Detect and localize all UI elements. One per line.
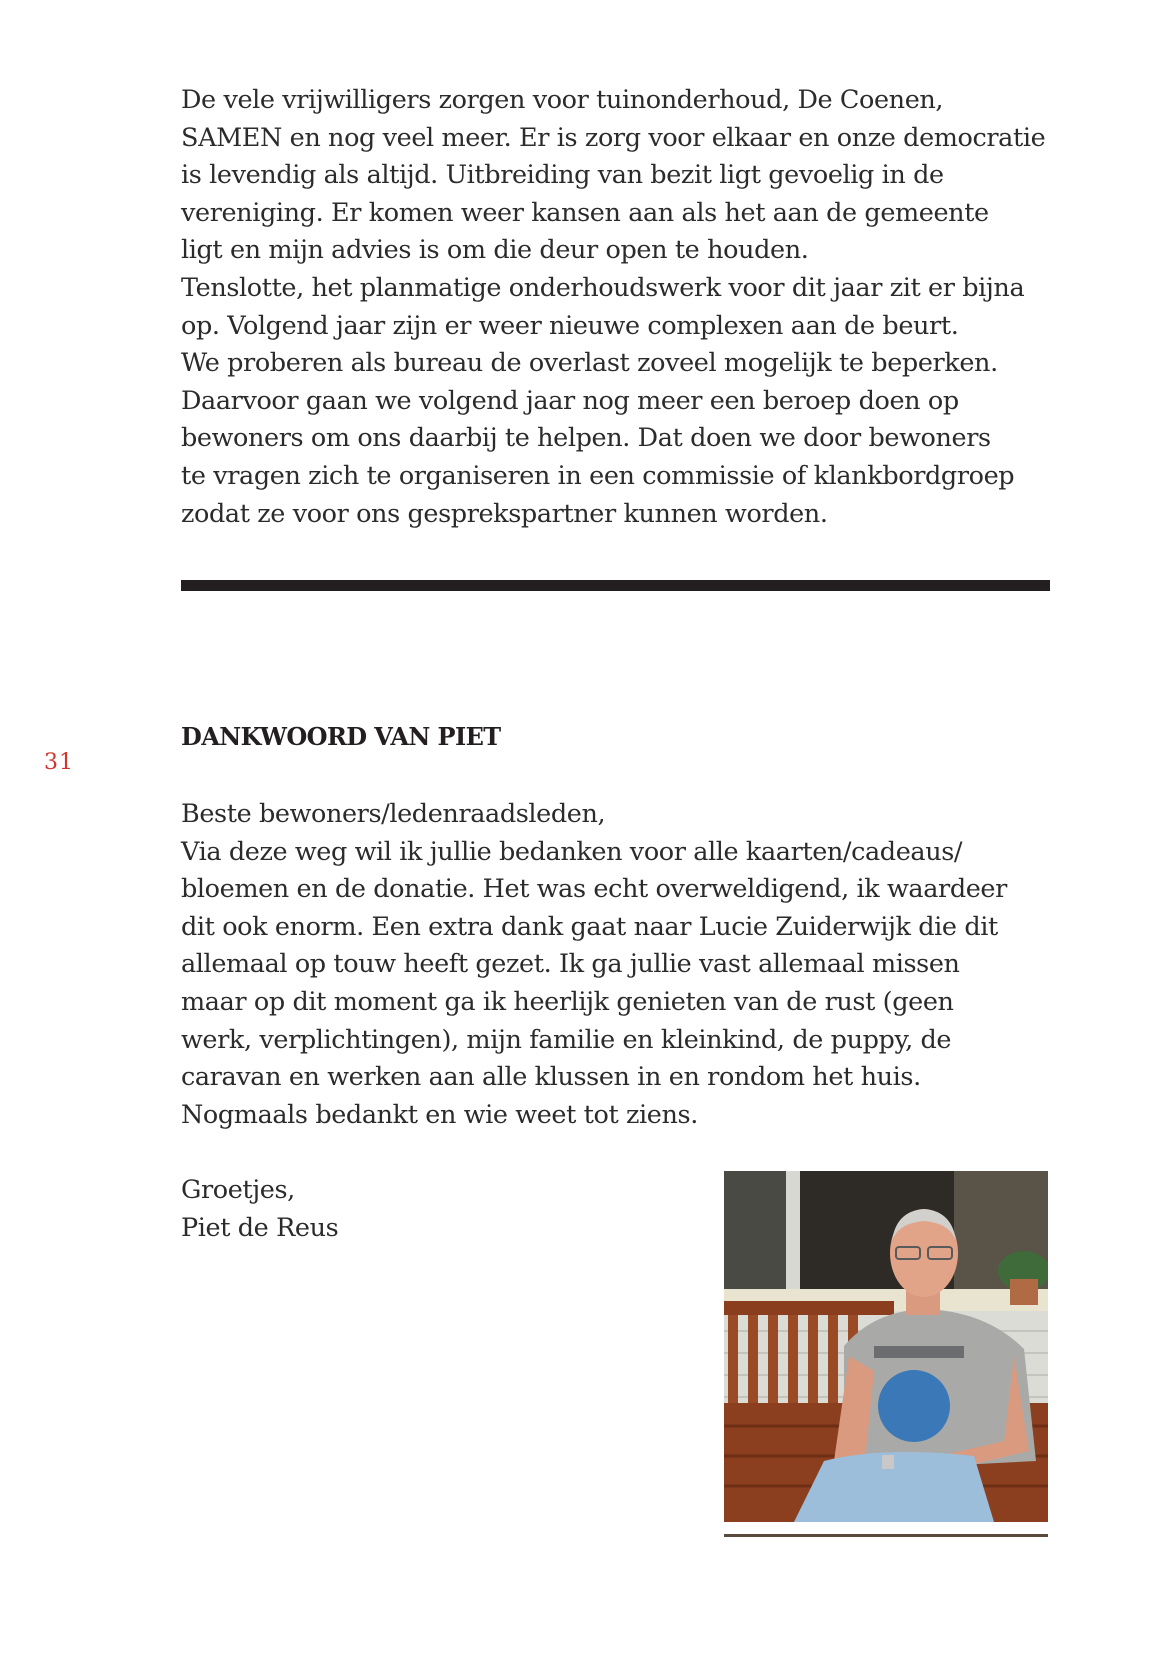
signoff-name: Piet de Reus [181,1212,339,1243]
text-line: Tenslotte, het planmatige onderhoudswerk voor dit jaar zit er bijna [181,272,1025,303]
text-line: is levendig als altijd. Uitbreiding van bezit ligt gevoelig in de [181,160,944,191]
text-line: SAMEN en nog veel meer. Er is zorg voor elkaar en onze democratie [181,122,1046,153]
text-line: dit ook enorm. Een extra dank gaat naar Lucie Zuiderwijk die dit [181,911,998,942]
text-line: bloemen en de donatie. Het was echt overweldigend, ik waardeer [181,874,1007,905]
article-heading: DANKWOORD VAN PIET [181,722,501,751]
signoff-greeting: Groetjes, [181,1175,295,1205]
page-number: 31 [44,750,74,775]
text-line: op. Volgend jaar zijn er weer nieuwe complexen aan de beurt. [181,310,959,341]
text-line: Beste bewoners/ledenraadsleden, [181,799,606,829]
text-line: Daarvoor gaan we volgend jaar nog meer een beroep doen op [181,385,959,416]
text-line: Via deze weg wil ik jullie bedanken voor alle kaarten/cadeaus/ [181,836,963,867]
section-divider [181,580,1050,591]
intro-paragraph [181,82,1061,533]
text-line: We proberen als bureau de overlast zoveel mogelijk te beperken. [181,348,998,379]
text-line: De vele vrijwilligers zorgen voor tuinonderhoud, De Coenen, [181,85,944,115]
text-line: werk, verplichtingen), mijn familie en kleinkind, de puppy, de [181,1024,952,1055]
text-line: bewoners om ons daarbij te helpen. Dat doen we door bewoners [181,423,991,454]
text-line: vereniging. Er komen weer kansen aan als het aan de gemeente [181,197,989,228]
text-line: maar op dit moment ga ik heerlijk genieten van de rust (geen [181,986,954,1017]
text-line: allemaal op touw heeft gezet. Ik ga jullie vast allemaal missen [181,949,960,980]
text-line: caravan en werken aan alle klussen in en rondom het huis. [181,1062,921,1093]
text-line: ligt en mijn advies is om die deur open te houden. [181,235,809,266]
text-line: zodat ze voor ons gesprekspartner kunnen worden. [181,498,828,529]
photo-underline [724,1534,1048,1537]
text-line: te vragen zich te organiseren in een commissie of klankbordgroep [181,460,1015,491]
text-line: Nogmaals bedankt en wie weet tot ziens. [181,1099,698,1130]
portrait-photo [724,1171,1048,1522]
letter-body [181,796,1061,1134]
photo-illustration [724,1171,1048,1522]
